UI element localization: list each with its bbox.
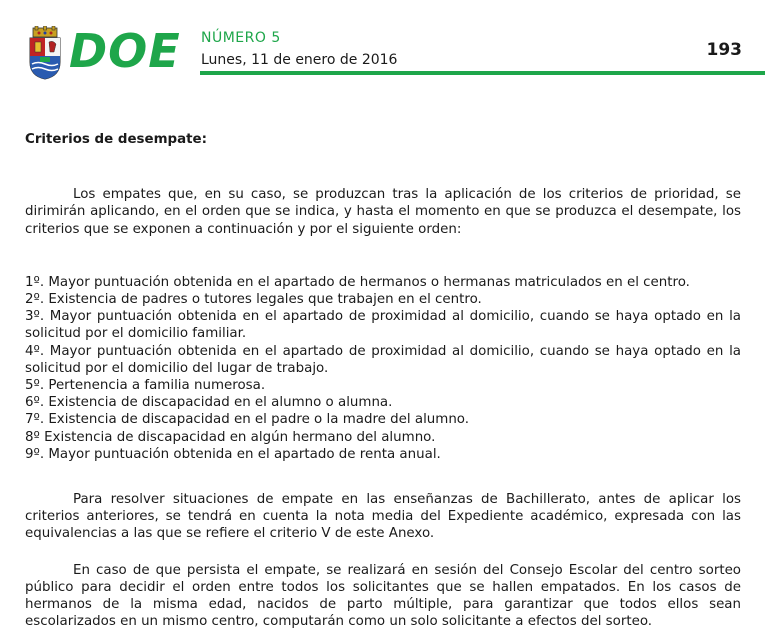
sorteo-paragraph: En caso de que persista el empate, se realizará en sesión del Consejo Escolar del centro sorteo público para decidir el orden entre todos los solicitantes que se hallen empatados. En los casos de hermanos de la misma edad, nacidos de parto múltiple, para garantizar que todos ellos sean escolarizados en un mismo centro, computarán como un solo solicitante a efectos del sorteo. (25, 562, 741, 630)
page-header (26, 26, 742, 82)
doe-logo: DOE (69, 24, 181, 78)
list-item: 6º. Existencia de discapacidad en el alumno o alumna. (25, 395, 393, 411)
document-body (25, 131, 741, 630)
list-item: 5º. Pertenencia a familia numerosa. (25, 378, 266, 394)
issue-number: NÚMERO 5 (201, 30, 281, 46)
list-item: 7º. Existencia de discapacidad en el padre o la madre del alumno. (25, 412, 470, 428)
list-item: 1º. Mayor puntuación obtenida en el apartado de hermanos o hermanas matriculados en el centro. (25, 274, 690, 290)
bachillerato-paragraph: Para resolver situaciones de empate en las enseñanzas de Bachillerato, antes de aplicar los criterios anteriores, se tendrá en cuenta la nota media del Expediente académico, expresada con las equivalencias a las que se refiere el criterio V de este Anexo. (25, 492, 741, 542)
list-item: 2º. Existencia de padres o tutores legales que trabajen en el centro. (25, 292, 482, 308)
header-rule (200, 71, 765, 75)
list-item: 4º. Mayor puntuación obtenida en el apartado de proximidad al domicilio, cuando se haya optado en la solicitud por el domicilio del lugar de trabajo. (25, 343, 741, 376)
coat-of-arms-icon (26, 26, 64, 80)
list-item: 3º. Mayor puntuación obtenida en el apartado de proximidad al domicilio, cuando se haya optado en la solicitud por el domicilio familiar. (25, 309, 741, 342)
section-title: Criterios de desempate: (25, 132, 207, 147)
criteria-list (25, 274, 741, 463)
page-number: 193 (706, 40, 742, 60)
intro-paragraph: Los empates que, en su caso, se produzcan tras la aplicación de los criterios de prioridad, se dirimirán aplicando, en el orden que se indica, y hasta el momento en que se produzca el desempate, los criterios que se exponen a continuación y por el siguiente orden: (25, 187, 741, 237)
list-item: 9º. Mayor puntuación obtenida en el apartado de renta anual. (25, 446, 441, 462)
issue-date: Lunes, 11 de enero de 2016 (201, 52, 398, 68)
list-item: 8º Existencia de discapacidad en algún hermano del alumno. (25, 429, 436, 445)
